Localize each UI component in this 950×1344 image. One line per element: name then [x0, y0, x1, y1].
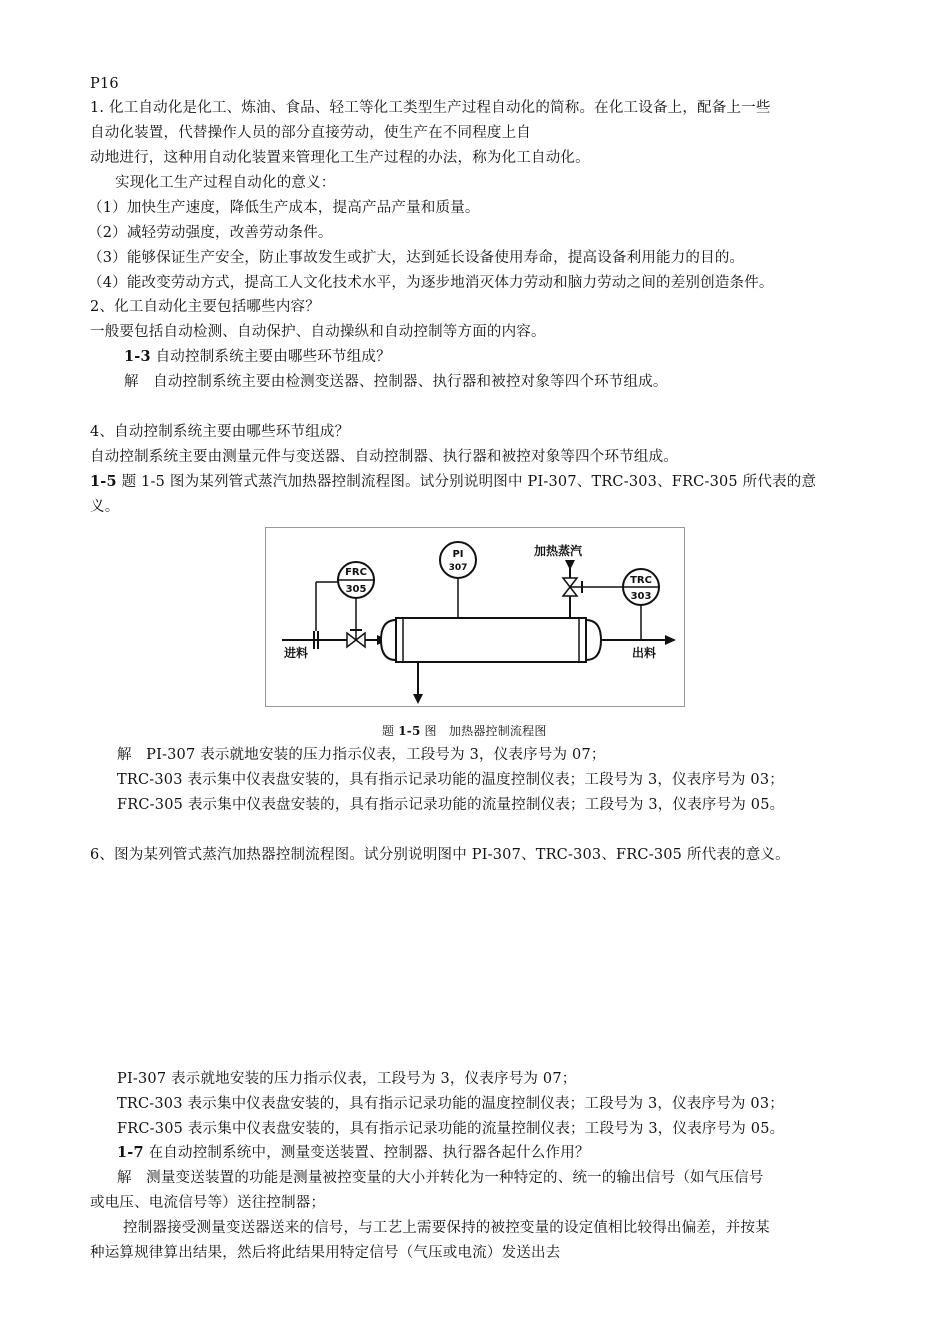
q13-number: 1-3 [124, 348, 151, 365]
q15-answer-2: TRC-303 表示集中仪表盘安装的，具有指示记录功能的温度控制仪表；工段号为 3，仪表序号为 03； [117, 772, 784, 788]
trc-number-label: 303 [630, 591, 652, 602]
q2-question: 2、化工自动化主要包括哪些内容？ [90, 299, 320, 315]
q1-point-1: （1）加快生产速度，降低生产成本，提高产品产量和质量。 [88, 200, 480, 216]
frc-number-label: 305 [345, 584, 367, 595]
q1-text-line-1: 1. 化工自动化是化工、炼油、食品、轻工等化工类型生产过程自动化的简称。在化工设备上，配备上一些 [90, 100, 771, 116]
q17-answer-1-text: 测量变送装置的功能是测量被控变量的大小并转化为一种特定的、统一的输出信号（如气压信号 [146, 1170, 764, 1186]
q4-question: 4、自动控制系统主要由哪些环节组成？ [90, 424, 350, 440]
figure-caption [382, 721, 547, 741]
heater-left-head [381, 620, 396, 660]
steam-label: 加热蒸汽 [534, 544, 583, 558]
q17-answer-prefix: 解 [117, 1170, 132, 1186]
q15-question-text: 题 1-5 图为某列管式蒸汽加热器控制流程图。试分别说明图中 PI-307、TRC-303、FRC-305 所代表的意 [121, 474, 817, 490]
heater-shell [396, 618, 586, 662]
q15-answer-1-text: PI-307 表示就地安装的压力指示仪表，工段号为 3，仪表序号为 07； [146, 747, 606, 763]
frc-tag-label: FRC [345, 567, 367, 578]
condensate-arrow-icon [413, 694, 423, 704]
q17-number: 1-7 [117, 1144, 144, 1161]
q13-answer-prefix: 解 [124, 374, 139, 390]
pi-tag-label: PI [452, 549, 464, 560]
page-header: P16 [90, 76, 119, 92]
heater-control-flow-diagram [265, 527, 685, 707]
outlet-arrow-icon [665, 635, 676, 645]
pi-number-label: 307 [448, 563, 468, 573]
q15-question-line-2: 义。 [90, 499, 120, 515]
q6-answer-2: TRC-303 表示集中仪表盘安装的，具有指示记录功能的温度控制仪表；工段号为 3，仪表序号为 03； [117, 1096, 784, 1112]
inlet-label: 进料 [284, 646, 309, 660]
feed-valve-right-icon [356, 633, 365, 647]
q17-question-text: 在自动控制系统中，测量变送装置、控制器、执行器各起什么作用？ [148, 1145, 590, 1161]
q13-answer-text: 自动控制系统主要由检测变送器、控制器、执行器和被控对象等四个环节组成。 [153, 374, 668, 390]
q15-answer-3: FRC-305 表示集中仪表盘安装的，具有指示记录功能的流量控制仪表；工段号为 3，仪表序号为 05。 [117, 797, 785, 813]
q6-question: 6、图为某列管式蒸汽加热器控制流程图。试分别说明图中 PI-307、TRC-303、FRC-305 所代表的意义。 [90, 847, 790, 863]
trc-tag-label: TRC [630, 575, 652, 586]
q17-answer-1-line-2: 或电压、电流信号等）送往控制器； [90, 1195, 326, 1211]
q1-point-3: （3）能够保证生产安全，防止事故发生或扩大，达到延长设备使用寿命，提高设备利用能力的目的。 [88, 250, 745, 266]
q15-answer-prefix: 解 [117, 747, 132, 763]
q1-text-line-2: 自动化装置，代替操作人员的部分直接劳动，使生产在不同程度上自 [90, 125, 531, 141]
q4-answer: 自动控制系统主要由测量元件与变送器、自动控制器、执行器和被控对象等四个环节组成。 [90, 449, 678, 465]
q1-point-4: （4）能改变劳动方式，提高工人文化技术水平，为逐步地消灭体力劳动和脑力劳动之间的差别创造条件。 [88, 275, 774, 291]
q1-text-line-3: 动地进行，这种用自动化装置来管理化工生产过程的办法，称为化工自动化。 [90, 150, 590, 166]
steam-arrow-icon [565, 560, 575, 570]
q13-answer [124, 372, 668, 392]
q6-answer-3: FRC-305 表示集中仪表盘安装的，具有指示记录功能的流量控制仪表；工段号为 3，仪表序号为 05。 [117, 1121, 785, 1137]
caption-title: 图 加热器控制流程图 [420, 724, 547, 738]
caption-number: 1-5 [398, 724, 421, 738]
q2-answer: 一般要包括自动检测、自动保护、自动操纵和自动控制等方面的内容。 [90, 324, 546, 340]
diagram-drawing [266, 528, 686, 708]
q1-point-2: （2）减轻劳动强度，改善劳动条件。 [88, 225, 333, 241]
q6-answer-1: PI-307 表示就地安装的压力指示仪表，工段号为 3，仪表序号为 07； [117, 1071, 577, 1087]
q15-answer-1 [117, 745, 606, 765]
outlet-label: 出料 [632, 646, 657, 660]
q15-question-line-1 [90, 472, 816, 492]
steam-valve-top-icon [563, 578, 577, 587]
q15-number: 1-5 [90, 473, 117, 490]
feed-valve-left-icon [347, 633, 356, 647]
caption-prefix: 题 [382, 724, 399, 738]
q13-question-text: 自动控制系统主要由哪些环节组成？ [155, 349, 391, 365]
q17-answer-2-line-1: 控制器接受测量变送器送来的信号，与工艺上需要保持的被控变量的设定值相比较得出偏差，并按某 [123, 1220, 770, 1236]
q17-answer-1-line-1 [117, 1168, 764, 1188]
q1-meaning-intro: 实现化工生产过程自动化的意义： [115, 175, 336, 191]
q17-question [117, 1143, 590, 1163]
heater-right-head [586, 620, 601, 660]
steam-valve-bottom-icon [563, 587, 577, 596]
q13-question [124, 347, 391, 367]
q17-answer-2-line-2: 种运算规律算出结果，然后将此结果用特定信号（气压或电流）发送出去 [90, 1245, 561, 1261]
